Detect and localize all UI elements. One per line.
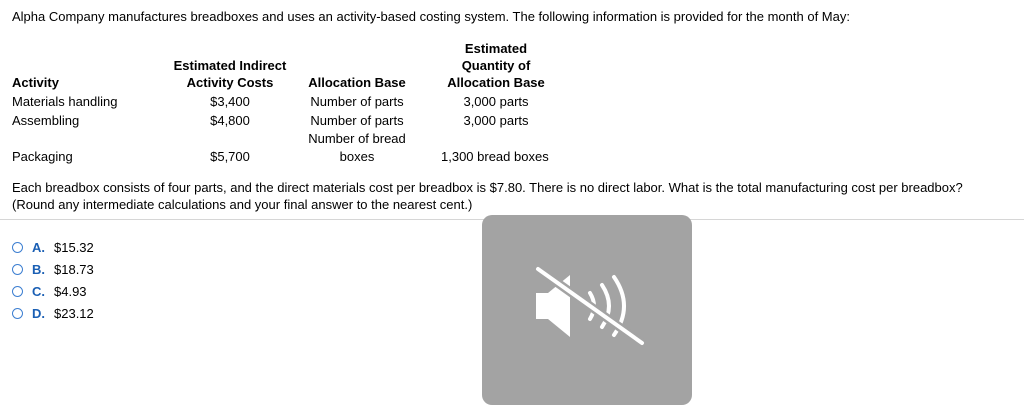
- choice-letter: D.: [32, 305, 45, 321]
- header-allocation-base: Allocation Base: [308, 75, 406, 90]
- choice-value: $15.32: [54, 239, 94, 255]
- choice-letter: A.: [32, 239, 45, 255]
- header-activity: Activity: [12, 75, 59, 90]
- row-cost: $4,800: [210, 113, 250, 128]
- row-cost: $5,700: [210, 149, 250, 164]
- choice-value: $23.12: [54, 305, 94, 321]
- header-costs-line1: Estimated Indirect: [173, 58, 287, 73]
- header-qty-line2: Quantity of: [461, 58, 531, 73]
- header-qty-line3: Allocation Base: [447, 75, 545, 90]
- question-line1: Each breadbox consists of four parts, and the direct materials cost per breadbox is $7.80. There is no direct labor. What is the total manufacturing cost per breadbox?: [12, 180, 963, 195]
- radio-button[interactable]: [12, 286, 23, 297]
- header-qty-line1: Estimated: [464, 41, 528, 56]
- choice-b[interactable]: [12, 258, 94, 280]
- choice-d[interactable]: [12, 302, 94, 324]
- header-costs-line2: Activity Costs: [186, 75, 274, 90]
- choice-a[interactable]: [12, 236, 94, 258]
- row-base: Number of parts: [310, 94, 404, 109]
- row-base-line1: Number of bread: [308, 131, 406, 146]
- row-activity: Materials handling: [12, 94, 118, 109]
- mute-overlay[interactable]: [482, 215, 692, 405]
- row-qty: 1,300 bread boxes: [441, 149, 549, 164]
- choice-value: $4.93: [54, 283, 87, 299]
- row-activity: Assembling: [12, 113, 80, 128]
- radio-button[interactable]: [12, 308, 23, 319]
- radio-button[interactable]: [12, 264, 23, 275]
- problem-intro: Alpha Company manufactures breadboxes and uses an activity-based costing system. The following information is provided for the month of May:: [12, 9, 850, 24]
- row-qty: 3,000 parts: [463, 113, 529, 128]
- row-cost: $3,400: [210, 94, 250, 109]
- row-base-line2: boxes: [339, 149, 375, 164]
- choice-value: $18.73: [54, 261, 94, 277]
- choice-letter: B.: [32, 261, 45, 277]
- answer-choices: [12, 236, 94, 324]
- choice-c[interactable]: [12, 280, 94, 302]
- question-text: [12, 179, 1017, 213]
- radio-button[interactable]: [12, 242, 23, 253]
- row-qty: 3,000 parts: [463, 94, 529, 109]
- question-line2: (Round any intermediate calculations and your final answer to the nearest cent.): [12, 197, 473, 212]
- choice-letter: C.: [32, 283, 45, 299]
- speaker-muted-icon: [532, 263, 652, 353]
- row-activity: Packaging: [12, 149, 73, 164]
- row-base: Number of parts: [310, 113, 404, 128]
